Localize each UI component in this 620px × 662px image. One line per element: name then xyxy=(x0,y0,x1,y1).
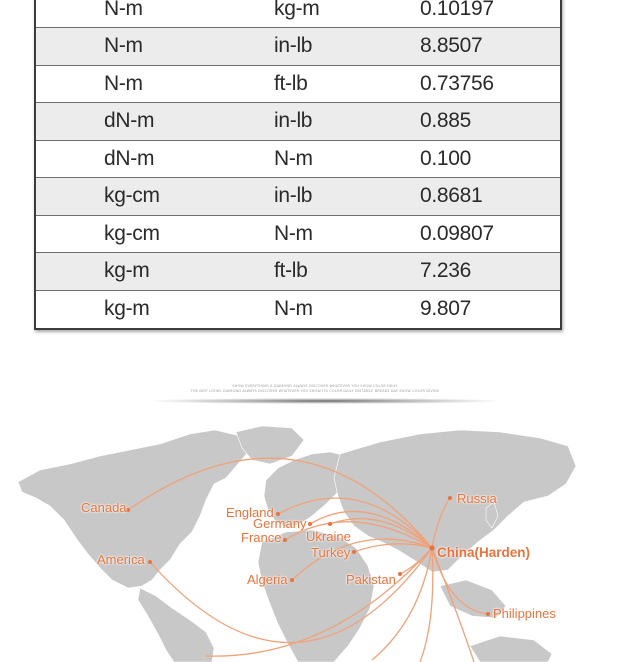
factor-cell: 7.236 xyxy=(420,259,472,283)
city-dot-russia xyxy=(448,496,452,500)
shadow-divider xyxy=(150,398,500,404)
city-dot-france xyxy=(283,538,287,542)
city-dot-philippines xyxy=(486,612,490,616)
australia-landmass xyxy=(470,636,552,662)
from-unit-cell: kg-cm xyxy=(104,184,160,208)
table-row xyxy=(36,0,560,28)
caption-line-1: SHOW EVERYTHING A DIAMOND ALWAYS DISCOVER WHATEVER YOU SHOW COLOR DAILY xyxy=(232,384,398,388)
city-dot-turkey xyxy=(352,550,356,554)
south-america-landmass xyxy=(138,588,214,662)
table-row xyxy=(36,141,560,179)
label-england: England xyxy=(226,505,274,520)
city-dot-ukraine xyxy=(328,522,332,526)
from-unit-cell: dN-m xyxy=(104,146,155,170)
table-row xyxy=(36,28,560,66)
label-germany: Germany xyxy=(253,516,307,531)
label-france: France xyxy=(241,530,282,545)
label-america: America xyxy=(97,552,145,567)
label-russia: Russia xyxy=(457,491,497,506)
to-unit-cell: N-m xyxy=(274,297,313,321)
from-unit-cell: dN-m xyxy=(104,109,155,133)
from-unit-cell: N-m xyxy=(104,0,143,20)
table-row xyxy=(36,216,560,254)
table-row xyxy=(36,103,560,141)
table-row xyxy=(36,178,560,216)
from-unit-cell: N-m xyxy=(104,34,143,58)
city-dot-america xyxy=(148,560,152,564)
city-dot-germany xyxy=(308,522,312,526)
factor-cell: 8.8507 xyxy=(420,34,483,58)
table-row xyxy=(36,253,560,291)
factor-cell: 0.09807 xyxy=(420,221,494,245)
label-pakistan: Pakistan xyxy=(346,572,396,587)
factor-cell: 0.100 xyxy=(420,146,472,170)
to-unit-cell: ft-lb xyxy=(274,71,308,95)
table-row xyxy=(36,291,560,329)
to-unit-cell: N-m xyxy=(274,221,313,245)
from-unit-cell: N-m xyxy=(104,71,143,95)
to-unit-cell: in-lb xyxy=(274,34,313,58)
continents xyxy=(18,426,576,662)
factor-cell: 0.73756 xyxy=(420,71,494,95)
unit-conversion-table xyxy=(34,0,562,330)
city-dot-pakistan xyxy=(398,572,402,576)
to-unit-cell: ft-lb xyxy=(274,259,308,283)
label-philippines: Philippines xyxy=(493,606,556,621)
factor-cell: 0.885 xyxy=(420,109,472,133)
caption-line-2: THE DIRT LOOKS DIAMOND ALWAYS DISCOVER WHATEVER YOU SHOW ITS COLOR DAILY DISTANCE BREAKS DAY SHOW COLOR DIVIDE xyxy=(190,389,440,393)
hub-dot-china xyxy=(429,545,434,550)
factor-cell: 0.10197 xyxy=(420,0,494,20)
export-routes-map xyxy=(0,420,620,662)
label-turkey: Turkey xyxy=(311,545,351,560)
label-hub-china: China(Harden) xyxy=(437,545,531,560)
label-canada: Canada xyxy=(81,500,127,515)
factor-cell: 0.8681 xyxy=(420,184,483,208)
table-row xyxy=(36,66,560,104)
to-unit-cell: kg-m xyxy=(274,0,320,20)
to-unit-cell: N-m xyxy=(274,146,313,170)
label-algeria: Algeria xyxy=(247,572,288,587)
to-unit-cell: in-lb xyxy=(274,184,313,208)
from-unit-cell: kg-m xyxy=(104,259,150,283)
to-unit-cell: in-lb xyxy=(274,109,313,133)
factor-cell: 9.807 xyxy=(420,297,472,321)
city-dot-algeria xyxy=(290,578,294,582)
from-unit-cell: kg-m xyxy=(104,297,150,321)
label-ukraine: Ukraine xyxy=(306,529,351,544)
from-unit-cell: kg-cm xyxy=(104,221,160,245)
